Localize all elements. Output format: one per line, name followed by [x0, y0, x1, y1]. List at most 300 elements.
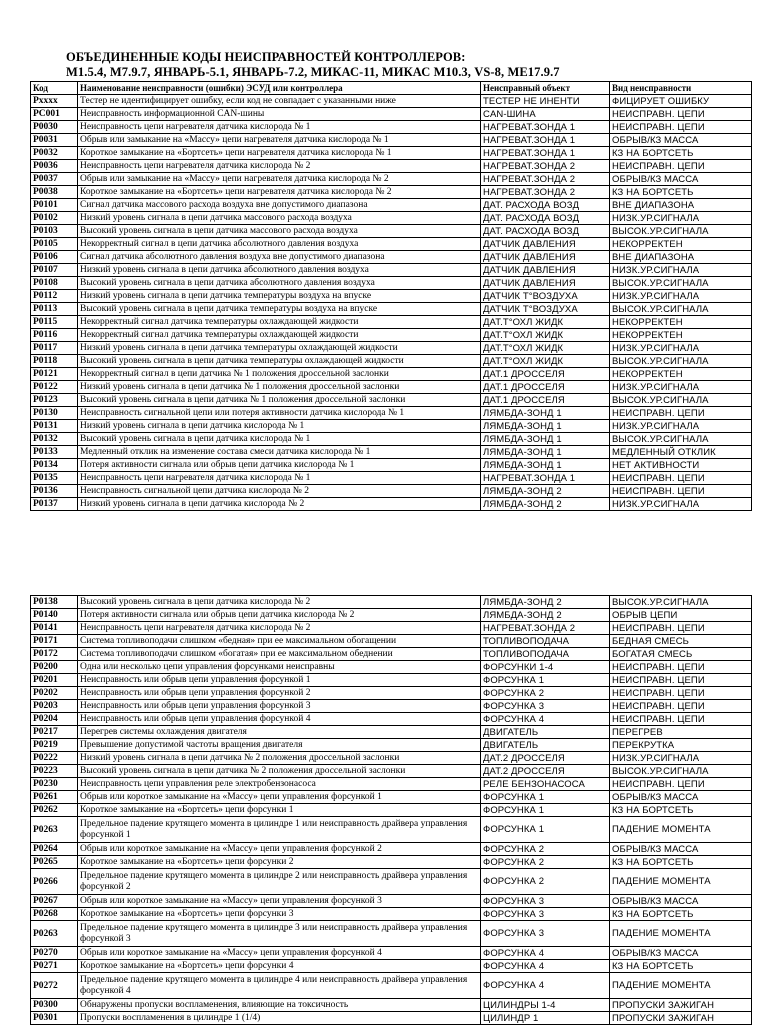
faulty-object: ДАТ.T°ОХЛ ЖИДК — [481, 355, 610, 368]
faulty-object: ДАТЧИК ДАВЛЕНИЯ — [481, 264, 610, 277]
faulty-object: ДАТЧИК ДАВЛЕНИЯ — [481, 238, 610, 251]
faulty-object: ФОРСУНКИ 1-4 — [481, 661, 610, 674]
faulty-object: ФОРСУНКА 3 — [481, 908, 610, 921]
fault-type: ПАДЕНИЕ МОМЕНТА — [610, 973, 752, 999]
fault-description: Некорректный сигнал датчика температуры охлаждающей жидкости — [78, 316, 481, 329]
fault-type: НЕКОРРЕКТЕН — [610, 316, 752, 329]
fault-code: P0270 — [31, 947, 78, 960]
faulty-object: НАГРЕВАТ.ЗОНДА 1 — [481, 147, 610, 160]
fault-type: ОБРЫВ/КЗ МАССА — [610, 895, 752, 908]
fault-type: МЕДЛЕННЫЙ ОТКЛИК — [610, 446, 752, 459]
fault-type: ПРОПУСКИ ЗАЖИГАН — [610, 1012, 752, 1025]
fault-code: P0223 — [31, 765, 78, 778]
fault-code: P0266 — [31, 869, 78, 895]
fault-type: НИЗК.УР.СИГНАЛА — [610, 420, 752, 433]
fault-type: ОБРЫВ/КЗ МАССА — [610, 947, 752, 960]
table-row — [31, 251, 752, 264]
fault-code: P0121 — [31, 368, 78, 381]
fault-code: P0202 — [31, 687, 78, 700]
fault-type: ПЕРЕГРЕВ — [610, 726, 752, 739]
fault-code: P0271 — [31, 960, 78, 973]
fault-code: P0037 — [31, 173, 78, 186]
fault-description: Высокий уровень сигнала в цепи датчика кислорода № 1 — [78, 433, 481, 446]
fault-type: КЗ НА БОРТСЕТЬ — [610, 856, 752, 869]
fault-code: P0117 — [31, 342, 78, 355]
fault-description: Медленный отклик на изменение состава смеси датчика кислорода № 1 — [78, 446, 481, 459]
fault-description: Неисправность или обрыв цепи управления форсункой 1 — [78, 674, 481, 687]
fault-code: P0115 — [31, 316, 78, 329]
faulty-object: ЛЯМБДА-ЗОНД 1 — [481, 433, 610, 446]
fault-description: Неисправность цепи управления реле электробензонасоса — [78, 778, 481, 791]
fault-description: Неисправность цепи нагревателя датчика кислорода № 1 — [78, 121, 481, 134]
table-row — [31, 947, 752, 960]
fault-code: P0113 — [31, 303, 78, 316]
faulty-object: НАГРЕВАТ.ЗОНДА 1 — [481, 121, 610, 134]
fault-codes-table-1 — [30, 81, 752, 511]
faulty-object: ДАТ.2 ДРОССЕЛЯ — [481, 765, 610, 778]
fault-code: P0030 — [31, 121, 78, 134]
fault-description: Неисправность или обрыв цепи управления форсункой 3 — [78, 700, 481, 713]
faulty-object: ДАТ.1 ДРОССЕЛЯ — [481, 381, 610, 394]
faulty-object: ДАТЧИК ДАВЛЕНИЯ — [481, 277, 610, 290]
faulty-object: ФОРСУНКА 4 — [481, 947, 610, 960]
table-row — [31, 596, 752, 609]
table-row — [31, 752, 752, 765]
table-row — [31, 264, 752, 277]
faulty-object: ТОПЛИВОПОДАЧА — [481, 635, 610, 648]
fault-type: ПРОПУСКИ ЗАЖИГАН — [610, 999, 752, 1012]
fault-type: ОБРЫВ/КЗ МАССА — [610, 173, 752, 186]
fault-description: Обрыв или короткое замыкание на «Массу» цепи управления форсункой 1 — [78, 791, 481, 804]
faulty-object: ДАТЧИК T°ВОЗДУХА — [481, 303, 610, 316]
fault-description: Низкий уровень сигнала в цепи датчика кислорода № 2 — [78, 498, 481, 511]
fault-type: ВЫСОК.УР.СИГНАЛА — [610, 596, 752, 609]
fault-type: БЕДНАЯ СМЕСЬ — [610, 635, 752, 648]
header-type: Вид неисправности — [610, 82, 752, 95]
fault-description: Неисправность информационной CAN-шины — [78, 108, 481, 121]
fault-description: Низкий уровень сигнала в цепи датчика массового расхода воздуха — [78, 212, 481, 225]
faulty-object: ДАТ.T°ОХЛ ЖИДК — [481, 329, 610, 342]
table-row — [31, 238, 752, 251]
fault-type: НЕИСПРАВН. ЦЕПИ — [610, 674, 752, 687]
fault-code: P0138 — [31, 596, 78, 609]
faulty-object: ДАТ. РАСХОДА ВОЗД — [481, 199, 610, 212]
table-row — [31, 446, 752, 459]
faulty-object: ФОРСУНКА 3 — [481, 921, 610, 947]
faulty-object: РЕЛЕ БЕНЗОНАСОСА — [481, 778, 610, 791]
fault-code: P0261 — [31, 791, 78, 804]
table-row — [31, 368, 752, 381]
table-row — [31, 869, 752, 895]
title-line-2: M1.5.4, M7.9.7, ЯНВАРЬ-5.1, ЯНВАРЬ-7.2, МИКАС-11, МИКАС М10.3, VS-8, ME17.9.7 — [66, 65, 560, 79]
faulty-object: НАГРЕВАТ.ЗОНДА 2 — [481, 186, 610, 199]
fault-type: НИЗК.УР.СИГНАЛА — [610, 212, 752, 225]
fault-type: ОБРЫВ/КЗ МАССА — [610, 791, 752, 804]
fault-description: Низкий уровень сигнала в цепи датчика температуры охлаждающей жидкости — [78, 342, 481, 355]
faulty-object: ДАТ. РАСХОДА ВОЗД — [481, 212, 610, 225]
table-row — [31, 817, 752, 843]
table-row — [31, 498, 752, 511]
faulty-object: НАГРЕВАТ.ЗОНДА 2 — [481, 173, 610, 186]
fault-code: P0171 — [31, 635, 78, 648]
table-row — [31, 394, 752, 407]
fault-code: P0300 — [31, 999, 78, 1012]
fault-description: Высокий уровень сигнала в цепи датчика массового расхода воздуха — [78, 225, 481, 238]
fault-description: Одна или несколько цепи управления форсунками неисправны — [78, 661, 481, 674]
table-row — [31, 804, 752, 817]
fault-code: P0264 — [31, 843, 78, 856]
faulty-object: ЛЯМБДА-ЗОНД 2 — [481, 498, 610, 511]
fault-type: НИЗК.УР.СИГНАЛА — [610, 498, 752, 511]
table-row — [31, 355, 752, 368]
document-title — [66, 50, 756, 80]
table-row — [31, 609, 752, 622]
fault-type: НИЗК.УР.СИГНАЛА — [610, 290, 752, 303]
table-row — [31, 108, 752, 121]
fault-type: НЕИСПРАВН. ЦЕПИ — [610, 713, 752, 726]
fault-description: Система топливоподачи слишком «богатая» при ее максимальном обеднении — [78, 648, 481, 661]
fault-code: P0219 — [31, 739, 78, 752]
fault-code: P0031 — [31, 134, 78, 147]
fault-type: НЕИСПРАВН. ЦЕПИ — [610, 700, 752, 713]
fault-description: Неисправность или обрыв цепи управления форсункой 2 — [78, 687, 481, 700]
fault-type: ВЫСОК.УР.СИГНАЛА — [610, 225, 752, 238]
fault-type: ФИЦИРУЕТ ОШИБКУ — [610, 95, 752, 108]
fault-description: Короткое замыкание на «Бортсеть» цепи форсунки 4 — [78, 960, 481, 973]
fault-code: P0140 — [31, 609, 78, 622]
fault-type: ОБРЫВ/КЗ МАССА — [610, 134, 752, 147]
fault-type: ВЫСОК.УР.СИГНАЛА — [610, 277, 752, 290]
fault-codes-table-2 — [30, 595, 752, 1025]
fault-description: Низкий уровень сигнала в цепи датчика температуры воздуха на впуске — [78, 290, 481, 303]
fault-type: НИЗК.УР.СИГНАЛА — [610, 752, 752, 765]
fault-description: Обрыв или замыкание на «Массу» цепи нагревателя датчика кислорода № 1 — [78, 134, 481, 147]
fault-type: НЕКОРРЕКТЕН — [610, 368, 752, 381]
fault-description: Потеря активности сигнала или обрыв цепи датчика кислорода № 2 — [78, 609, 481, 622]
fault-description: Короткое замыкание на «Бортсеть» цепи форсунки 2 — [78, 856, 481, 869]
fault-description: Некорректный сигнал датчика температуры охлаждающей жидкости — [78, 329, 481, 342]
fault-type: КЗ НА БОРТСЕТЬ — [610, 186, 752, 199]
fault-type: КЗ НА БОРТСЕТЬ — [610, 908, 752, 921]
fault-code: P0123 — [31, 394, 78, 407]
table-row — [31, 739, 752, 752]
fault-type: НЕКОРРЕКТЕН — [610, 329, 752, 342]
table-row — [31, 407, 752, 420]
fault-code: P0134 — [31, 459, 78, 472]
fault-code: P0141 — [31, 622, 78, 635]
fault-code: P0268 — [31, 908, 78, 921]
table-row — [31, 134, 752, 147]
table-row — [31, 290, 752, 303]
table-row — [31, 908, 752, 921]
faulty-object: ФОРСУНКА 2 — [481, 869, 610, 895]
fault-type: ПАДЕНИЕ МОМЕНТА — [610, 817, 752, 843]
faulty-object: ТОПЛИВОПОДАЧА — [481, 648, 610, 661]
fault-code: P0133 — [31, 446, 78, 459]
table-row — [31, 303, 752, 316]
table-row — [31, 199, 752, 212]
table-row — [31, 726, 752, 739]
fault-type: ВНЕ ДИАПАЗОНА — [610, 251, 752, 264]
fault-description: Тестер не идентифицирует ошибку, если код не совпадает с указанными ниже — [78, 95, 481, 108]
fault-code: P0301 — [31, 1012, 78, 1025]
faulty-object: ЦИЛИНДРЫ 1-4 — [481, 999, 610, 1012]
faulty-object: ДАТ.1 ДРОССЕЛЯ — [481, 368, 610, 381]
faulty-object: ДВИГАТЕЛЬ — [481, 726, 610, 739]
fault-type: НЕИСПРАВН. ЦЕПИ — [610, 472, 752, 485]
faulty-object: ДАТ.T°ОХЛ ЖИДК — [481, 342, 610, 355]
fault-type: ВНЕ ДИАПАЗОНА — [610, 199, 752, 212]
fault-description: Неисправность цепи нагревателя датчика кислорода № 2 — [78, 160, 481, 173]
fault-type: ВЫСОК.УР.СИГНАЛА — [610, 303, 752, 316]
table-row — [31, 160, 752, 173]
table-row — [31, 674, 752, 687]
table-row — [31, 329, 752, 342]
fault-code: P0132 — [31, 433, 78, 446]
faulty-object: ФОРСУНКА 4 — [481, 713, 610, 726]
fault-description: Неисправность цепи нагревателя датчика кислорода № 1 — [78, 472, 481, 485]
fault-description: Сигнал датчика массового расхода воздуха вне допустимого диапазона — [78, 199, 481, 212]
fault-type: НЕИСПРАВН. ЦЕПИ — [610, 108, 752, 121]
header-object: Неисправный объект — [481, 82, 610, 95]
fault-type: БОГАТАЯ СМЕСЬ — [610, 648, 752, 661]
fault-type: НЕИСПРАВН. ЦЕПИ — [610, 121, 752, 134]
table-row — [31, 999, 752, 1012]
table-row — [31, 95, 752, 108]
table-row — [31, 973, 752, 999]
table-row — [31, 459, 752, 472]
faulty-object: ЛЯМБДА-ЗОНД 1 — [481, 420, 610, 433]
table-row — [31, 225, 752, 238]
table-row — [31, 921, 752, 947]
fault-description: Некорректный сигнал в цепи датчика абсолютного давления воздуха — [78, 238, 481, 251]
table-row — [31, 635, 752, 648]
fault-code: P0262 — [31, 804, 78, 817]
table-row — [31, 212, 752, 225]
table-row — [31, 316, 752, 329]
header-description: Наименование неисправности (ошибки) ЭСУД или контроллера — [78, 82, 481, 95]
fault-description: Предельное падение крутящего момента в цилиндре 4 или неисправность драйвера управления форсункой 4 — [78, 973, 481, 999]
table-row — [31, 648, 752, 661]
table-row — [31, 173, 752, 186]
fault-description: Превышение допустимой частоты вращения двигателя — [78, 739, 481, 752]
fault-type: НЕИСПРАВН. ЦЕПИ — [610, 778, 752, 791]
fault-code: P0135 — [31, 472, 78, 485]
table-row — [31, 700, 752, 713]
fault-code: P0204 — [31, 713, 78, 726]
fault-type: КЗ НА БОРТСЕТЬ — [610, 147, 752, 160]
table-row — [31, 960, 752, 973]
fault-code: P0108 — [31, 277, 78, 290]
table-row — [31, 791, 752, 804]
fault-type: НЕИСПРАВН. ЦЕПИ — [610, 485, 752, 498]
faulty-object: ЛЯМБДА-ЗОНД 1 — [481, 459, 610, 472]
fault-code: P0272 — [31, 973, 78, 999]
faulty-object: ДАТ. РАСХОДА ВОЗД — [481, 225, 610, 238]
fault-code: P0217 — [31, 726, 78, 739]
fault-code: P0267 — [31, 895, 78, 908]
fault-description: Обрыв или короткое замыкание на «Массу» цепи управления форсункой 2 — [78, 843, 481, 856]
faulty-object: ФОРСУНКА 3 — [481, 895, 610, 908]
fault-description: Высокий уровень сигнала в цепи датчика абсолютного давления воздуха — [78, 277, 481, 290]
faulty-object: НАГРЕВАТ.ЗОНДА 2 — [481, 160, 610, 173]
fault-code: P0102 — [31, 212, 78, 225]
fault-description: Некорректный сигнал в цепи датчика № 1 положения дроссельной заслонки — [78, 368, 481, 381]
faulty-object: ДАТ.T°ОХЛ ЖИДК — [481, 316, 610, 329]
fault-code: P0265 — [31, 856, 78, 869]
fault-description: Обрыв или короткое замыкание на «Массу» цепи управления форсункой 4 — [78, 947, 481, 960]
fault-description: Низкий уровень сигнала в цепи датчика № 1 положения дроссельной заслонки — [78, 381, 481, 394]
header-code: Код — [31, 82, 78, 95]
fault-description: Низкий уровень сигнала в цепи датчика № 2 положения дроссельной заслонки — [78, 752, 481, 765]
fault-type: НИЗК.УР.СИГНАЛА — [610, 381, 752, 394]
faulty-object: НАГРЕВАТ.ЗОНДА 2 — [481, 622, 610, 635]
faulty-object: ФОРСУНКА 2 — [481, 843, 610, 856]
table-row — [31, 895, 752, 908]
fault-description: Потеря активности сигнала или обрыв цепи датчика кислорода № 1 — [78, 459, 481, 472]
fault-code: P0122 — [31, 381, 78, 394]
faulty-object: ФОРСУНКА 1 — [481, 791, 610, 804]
fault-type: ВЫСОК.УР.СИГНАЛА — [610, 765, 752, 778]
fault-type: ПЕРЕКРУТКА — [610, 739, 752, 752]
faulty-object: ДАТЧИК T°ВОЗДУХА — [481, 290, 610, 303]
fault-type: ПАДЕНИЕ МОМЕНТА — [610, 869, 752, 895]
faulty-object: ФОРСУНКА 3 — [481, 700, 610, 713]
fault-code: P0137 — [31, 498, 78, 511]
faulty-object: CAN-ШИНА — [481, 108, 610, 121]
table-row — [31, 186, 752, 199]
fault-description: Неисправность сигнальной цепи или потеря активности датчика кислорода № 1 — [78, 407, 481, 420]
faulty-object: ЛЯМБДА-ЗОНД 2 — [481, 485, 610, 498]
fault-type: ОБРЫВ/КЗ МАССА — [610, 843, 752, 856]
fault-description: Пропуски воспламенения в цилиндре 1 (1/4) — [78, 1012, 481, 1025]
table-row — [31, 433, 752, 446]
fault-description: Сигнал датчика абсолютного давления воздуха вне допустимого диапазона — [78, 251, 481, 264]
faulty-object: ФОРСУНКА 1 — [481, 804, 610, 817]
faulty-object: ЛЯМБДА-ЗОНД 1 — [481, 407, 610, 420]
table-row — [31, 843, 752, 856]
fault-code: PC001 — [31, 108, 78, 121]
fault-description: Неисправность цепи нагревателя датчика кислорода № 2 — [78, 622, 481, 635]
fault-type: ОБРЫВ ЦЕПИ — [610, 609, 752, 622]
fault-description: Обрыв или короткое замыкание на «Массу» цепи управления форсункой 3 — [78, 895, 481, 908]
fault-type: НЕИСПРАВН. ЦЕПИ — [610, 661, 752, 674]
fault-code: Pxxxx — [31, 95, 78, 108]
fault-description: Высокий уровень сигнала в цепи датчика температуры охлаждающей жидкости — [78, 355, 481, 368]
table-row — [31, 277, 752, 290]
fault-code: P0032 — [31, 147, 78, 160]
fault-description: Предельное падение крутящего момента в цилиндре 1 или неисправность драйвера управления форсункой 1 — [78, 817, 481, 843]
fault-code: P0036 — [31, 160, 78, 173]
faulty-object: ЛЯМБДА-ЗОНД 2 — [481, 596, 610, 609]
faulty-object: ЦИЛИНДР 1 — [481, 1012, 610, 1025]
fault-description: Высокий уровень сигнала в цепи датчика температуры воздуха на впуске — [78, 303, 481, 316]
table-row — [31, 713, 752, 726]
fault-type: ВЫСОК.УР.СИГНАЛА — [610, 355, 752, 368]
fault-code: P0203 — [31, 700, 78, 713]
fault-code: P0106 — [31, 251, 78, 264]
fault-code: P0116 — [31, 329, 78, 342]
fault-type: ПАДЕНИЕ МОМЕНТА — [610, 921, 752, 947]
fault-description: Короткое замыкание на «Бортсеть» цепи нагревателя датчика кислорода № 2 — [78, 186, 481, 199]
fault-type: НЕИСПРАВН. ЦЕПИ — [610, 622, 752, 635]
fault-type: НЕИСПРАВН. ЦЕПИ — [610, 407, 752, 420]
faulty-object: ФОРСУНКА 2 — [481, 687, 610, 700]
fault-code: P0107 — [31, 264, 78, 277]
fault-type: ВЫСОК.УР.СИГНАЛА — [610, 394, 752, 407]
table-row — [31, 765, 752, 778]
fault-code: P0222 — [31, 752, 78, 765]
faulty-object: ФОРСУНКА 1 — [481, 674, 610, 687]
faulty-object: ДАТЧИК ДАВЛЕНИЯ — [481, 251, 610, 264]
fault-code: P0101 — [31, 199, 78, 212]
fault-type: НЕКОРРЕКТЕН — [610, 238, 752, 251]
fault-code: P0263 — [31, 921, 78, 947]
table-row — [31, 1012, 752, 1025]
faulty-object: НАГРЕВАТ.ЗОНДА 1 — [481, 134, 610, 147]
table-row — [31, 342, 752, 355]
fault-description: Высокий уровень сигнала в цепи датчика кислорода № 2 — [78, 596, 481, 609]
fault-type: НИЗК.УР.СИГНАЛА — [610, 264, 752, 277]
fault-code: P0230 — [31, 778, 78, 791]
faulty-object: ДАТ.1 ДРОССЕЛЯ — [481, 394, 610, 407]
fault-description: Обнаружены пропуски воспламенения, влияющие на токсичность — [78, 999, 481, 1012]
fault-type: ВЫСОК.УР.СИГНАЛА — [610, 433, 752, 446]
table-row — [31, 661, 752, 674]
faulty-object: ФОРСУНКА 1 — [481, 817, 610, 843]
fault-code: P0131 — [31, 420, 78, 433]
table-row — [31, 121, 752, 134]
fault-description: Низкий уровень сигнала в цепи датчика кислорода № 1 — [78, 420, 481, 433]
fault-code: P0172 — [31, 648, 78, 661]
fault-type: НЕИСПРАВН. ЦЕПИ — [610, 687, 752, 700]
fault-description: Предельное падение крутящего момента в цилиндре 2 или неисправность драйвера управления форсункой 2 — [78, 869, 481, 895]
fault-type: НЕИСПРАВН. ЦЕПИ — [610, 160, 752, 173]
fault-description: Система топливоподачи слишком «бедная» при ее максимальном обогащении — [78, 635, 481, 648]
faulty-object: ДАТ.2 ДРОССЕЛЯ — [481, 752, 610, 765]
fault-description: Предельное падение крутящего момента в цилиндре 3 или неисправность драйвера управления форсункой 3 — [78, 921, 481, 947]
table-row — [31, 472, 752, 485]
fault-type: НИЗК.УР.СИГНАЛА — [610, 342, 752, 355]
fault-code: P0136 — [31, 485, 78, 498]
fault-type: КЗ НА БОРТСЕТЬ — [610, 960, 752, 973]
fault-description: Низкий уровень сигнала в цепи датчика абсолютного давления воздуха — [78, 264, 481, 277]
faulty-object: ДВИГАТЕЛЬ — [481, 739, 610, 752]
faulty-object: ТЕСТЕР НЕ ИНЕНТИ — [481, 95, 610, 108]
faulty-object: ФОРСУНКА 2 — [481, 856, 610, 869]
table-row — [31, 622, 752, 635]
table-row — [31, 420, 752, 433]
fault-code: P0201 — [31, 674, 78, 687]
fault-description: Неисправность сигнальной цепи датчика кислорода № 2 — [78, 485, 481, 498]
faulty-object: НАГРЕВАТ.ЗОНДА 1 — [481, 472, 610, 485]
table-row — [31, 485, 752, 498]
fault-code: P0112 — [31, 290, 78, 303]
faulty-object: ФОРСУНКА 4 — [481, 960, 610, 973]
fault-description: Высокий уровень сигнала в цепи датчика № 1 положения дроссельной заслонки — [78, 394, 481, 407]
fault-description: Неисправность или обрыв цепи управления форсункой 4 — [78, 713, 481, 726]
title-line-1: ОБЪЕДИНЕННЫЕ КОДЫ НЕИСПРАВНОСТЕЙ КОНТРОЛЛЕРОВ: — [66, 50, 466, 64]
fault-type: НЕТ АКТИВНОСТИ — [610, 459, 752, 472]
fault-code: P0118 — [31, 355, 78, 368]
faulty-object: ФОРСУНКА 4 — [481, 973, 610, 999]
fault-description: Короткое замыкание на «Бортсеть» цепи форсунки 3 — [78, 908, 481, 921]
fault-description: Короткое замыкание на «Бортсеть» цепи нагревателя датчика кислорода № 1 — [78, 147, 481, 160]
fault-code: P0263 — [31, 817, 78, 843]
fault-code: P0130 — [31, 407, 78, 420]
fault-code: P0200 — [31, 661, 78, 674]
table-row — [31, 687, 752, 700]
